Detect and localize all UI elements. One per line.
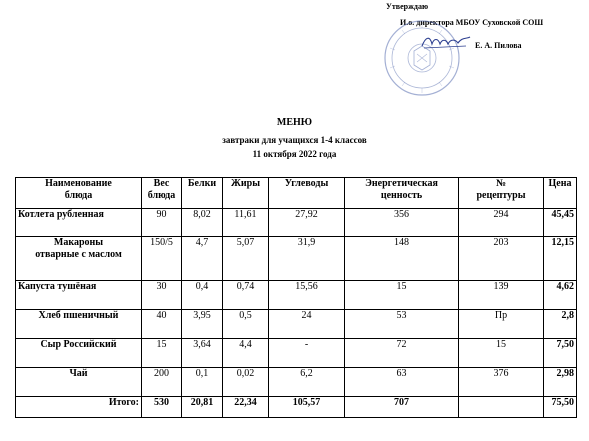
dish-price: 12,15 [544,237,577,281]
dish-carbs: 15,56 [269,281,345,310]
header-protein: Белки [182,178,223,209]
dish-carbs: - [269,339,345,368]
table-row [16,339,577,368]
dish-carbs: 31,9 [269,237,345,281]
dish-energy: 15 [345,281,459,310]
header-weight-line1: Вес [153,178,170,189]
page-title: МЕНЮ [276,117,313,128]
dish-fat: 5,07 [223,237,269,281]
total-energy: 707 [345,397,459,418]
approval-name: Е. А. Пилова [475,41,522,51]
dish-fat: 0,74 [223,281,269,310]
table-row [16,310,577,339]
dish-recipe: 294 [459,209,544,237]
dish-weight: 200 [142,368,182,397]
header-fat: Жиры [223,178,269,209]
dish-recipe: Пр [459,310,544,339]
header-energy-line1: Энергетическая [365,178,438,189]
dish-name: Чай [16,368,142,397]
dish-protein: 3,95 [182,310,223,339]
total-carbs: 105,57 [269,397,345,418]
dish-recipe: 139 [459,281,544,310]
dish-recipe: 376 [459,368,544,397]
dish-price: 45,45 [544,209,577,237]
total-fat: 22,34 [223,397,269,418]
dish-protein: 8,02 [182,209,223,237]
header-name [16,178,142,209]
dish-recipe: 15 [459,339,544,368]
dish-carbs: 6,2 [269,368,345,397]
dish-name: Хлеб пшеничный [16,310,142,339]
dish-name [16,237,142,281]
dish-energy: 63 [345,368,459,397]
menu-table [15,177,577,418]
school-seal-stamp [382,18,462,98]
dish-name: Сыр Российский [16,339,142,368]
page-subtitle: завтраки для учащихся 1-4 классов [222,135,367,145]
dish-carbs: 24 [269,310,345,339]
dish-energy: 148 [345,237,459,281]
dish-energy: 53 [345,310,459,339]
header-name-line1: Наименование [45,178,112,189]
dish-weight: 40 [142,310,182,339]
total-weight: 530 [142,397,182,418]
dish-weight: 30 [142,281,182,310]
dish-fat: 0,5 [223,310,269,339]
total-recipe [459,397,544,418]
total-protein: 20,81 [182,397,223,418]
dish-protein: 0,1 [182,368,223,397]
header-name-line2: блюда [64,190,93,201]
table-row [16,209,577,237]
dish-protein: 3,64 [182,339,223,368]
header-weight-line2: блюда [147,190,176,201]
dish-energy: 72 [345,339,459,368]
approval-position: И.о. директора МБОУ Суховской СОШ [400,18,544,28]
dish-price: 7,50 [544,339,577,368]
header-price: Цена [544,178,577,209]
dish-name-line1: Макароны [53,237,104,248]
table-header-row [16,178,577,209]
total-price: 75,50 [544,397,577,418]
dish-carbs: 27,92 [269,209,345,237]
signature [420,34,472,50]
header-recipe [459,178,544,209]
approval-title: Утверждаю [386,2,429,11]
dish-weight: 150/5 [142,237,182,281]
dish-recipe: 203 [459,237,544,281]
header-energy [345,178,459,209]
dish-name: Котлета рубленная [16,209,142,237]
header-energy-line2: ценность [380,190,423,201]
dish-fat: 11,61 [223,209,269,237]
dish-fat: 4,4 [223,339,269,368]
total-label: Итого: [16,397,142,418]
dish-name-line2: отварные с маслом [35,249,122,260]
page-date: 11 октября 2022 года [252,149,337,159]
dish-weight: 90 [142,209,182,237]
dish-price: 4,62 [544,281,577,310]
table-row [16,237,577,281]
table-total-row [16,397,577,418]
header-recipe-line2: рецептуры [476,190,526,201]
dish-price: 2,98 [544,368,577,397]
header-recipe-line1: № [495,178,507,189]
header-carbs: Углеводы [269,178,345,209]
dish-protein: 4,7 [182,237,223,281]
header-weight [142,178,182,209]
dish-energy: 356 [345,209,459,237]
dish-name: Капуста тушёная [16,281,142,310]
dish-weight: 15 [142,339,182,368]
dish-fat: 0,02 [223,368,269,397]
dish-protein: 0,4 [182,281,223,310]
table-row [16,368,577,397]
table-row [16,281,577,310]
dish-price: 2,8 [544,310,577,339]
